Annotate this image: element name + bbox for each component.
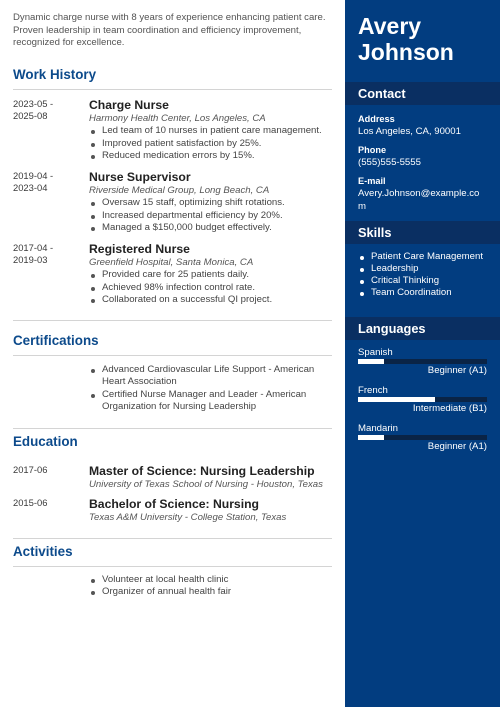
work-dates xyxy=(13,242,89,307)
language-proficiency-fill xyxy=(358,397,435,402)
work-details xyxy=(89,170,332,235)
education-details xyxy=(89,497,332,525)
language-proficiency-fill xyxy=(358,359,384,364)
activity-item: Volunteer at local health clinic xyxy=(89,574,332,587)
work-end-date: 2019-03 xyxy=(13,254,48,266)
education-entry xyxy=(13,464,332,492)
address-label: Address xyxy=(358,114,395,124)
languages-heading: Languages xyxy=(345,317,500,340)
employer: Harmony Health Center, Los Angeles, CA xyxy=(89,112,266,124)
work-end-date: 2025-08 xyxy=(13,110,48,122)
work-dates xyxy=(13,170,89,235)
school-name: University of Texas School of Nursing - Houston, Texas xyxy=(89,478,323,490)
skill-item: Patient Care Management xyxy=(358,251,487,263)
skill-item: Critical Thinking xyxy=(358,275,487,287)
candidate-first-name: Avery xyxy=(358,13,422,39)
contact-block xyxy=(345,113,500,213)
skills-heading: Skills xyxy=(345,221,500,244)
work-end-date: 2023-04 xyxy=(13,182,48,194)
job-title: Charge Nurse xyxy=(89,97,169,112)
language-item xyxy=(345,385,500,415)
language-item xyxy=(345,347,500,377)
education-entry xyxy=(13,497,332,525)
phone-value: (555)555-5555 xyxy=(358,157,421,168)
activity-item: Organizer of annual health fair xyxy=(89,586,332,599)
job-bullet: Increased departmental efficiency by 20%. xyxy=(89,210,332,223)
candidate-last-name: Johnson xyxy=(358,39,454,65)
education-date: 2015-06 xyxy=(13,497,48,509)
certification-item: Certified Nurse Manager and Leader - American Organization for Nursing Leadership xyxy=(89,389,332,414)
activities-list xyxy=(13,574,332,599)
language-level: Beginner (A1) xyxy=(427,365,487,376)
education-section xyxy=(13,434,332,525)
email-value: Avery.Johnson@example.com xyxy=(358,188,480,212)
job-bullet: Oversaw 15 staff, optimizing shift rotations. xyxy=(89,197,332,210)
job-bullet: Provided care for 25 patients daily. xyxy=(89,269,332,282)
certifications-heading: Certifications xyxy=(13,333,332,356)
language-proficiency-fill xyxy=(358,435,384,440)
work-history-heading: Work History xyxy=(13,67,332,90)
language-name: French xyxy=(358,385,388,396)
job-bullet: Managed a $150,000 budget effectively. xyxy=(89,222,332,235)
sidebar xyxy=(345,0,500,707)
employer: Riverside Medical Group, Long Beach, CA xyxy=(89,184,270,196)
language-proficiency-bar xyxy=(358,359,487,364)
job-bullet: Improved patient satisfaction by 25%. xyxy=(89,138,332,151)
job-bullet: Achieved 98% infection control rate. xyxy=(89,282,332,295)
work-entry xyxy=(13,242,332,307)
employer: Greenfield Hospital, Santa Monica, CA xyxy=(89,256,254,268)
skill-item: Leadership xyxy=(358,263,487,275)
job-bullet: Collaborated on a successful QI project. xyxy=(89,294,332,307)
language-item xyxy=(345,423,500,453)
language-level: Intermediate (B1) xyxy=(412,403,487,414)
work-start-date: 2019-04 - xyxy=(13,169,54,181)
job-bullets xyxy=(89,269,332,307)
language-proficiency-bar xyxy=(358,397,487,402)
education-heading: Education xyxy=(13,433,78,449)
language-name: Spanish xyxy=(358,347,393,358)
section-divider xyxy=(13,538,332,539)
education-details xyxy=(89,464,332,492)
school-name: Texas A&M University - College Station, Texas xyxy=(89,512,287,524)
email-label: E-mail xyxy=(358,176,386,186)
work-start-date: 2023-05 - xyxy=(13,97,54,109)
work-entry xyxy=(13,170,332,235)
job-bullet: Reduced medication errors by 15%. xyxy=(89,150,332,163)
skill-item: Team Coordination xyxy=(358,287,487,299)
work-history-section xyxy=(13,67,332,307)
activities-section xyxy=(13,544,332,599)
job-bullets xyxy=(89,197,332,235)
certifications-section xyxy=(13,333,332,414)
work-details xyxy=(89,98,332,163)
phone-label: Phone xyxy=(358,145,387,155)
address-value: Los Angeles, CA, 90001 xyxy=(358,126,461,137)
language-name: Mandarin xyxy=(358,423,398,434)
work-entry xyxy=(13,98,332,163)
job-title: Nurse Supervisor xyxy=(89,169,191,184)
education-date: 2017-06 xyxy=(13,463,48,475)
activities-heading: Activities xyxy=(13,544,332,567)
job-bullets xyxy=(89,125,332,163)
work-details xyxy=(89,242,332,307)
certifications-list xyxy=(13,364,332,414)
language-proficiency-bar xyxy=(358,435,487,440)
work-start-date: 2017-04 - xyxy=(13,241,54,253)
section-divider xyxy=(13,320,332,321)
language-level: Beginner (A1) xyxy=(427,441,487,452)
degree-title: Bachelor of Science: Nursing xyxy=(89,497,259,512)
languages-list xyxy=(345,347,500,453)
contact-heading: Contact xyxy=(345,82,500,105)
professional-summary: Dynamic charge nurse with 8 years of experience enhancing patient care. Proven leadership in team coordination and efficiency improvement, recognized for excellence. xyxy=(13,12,326,49)
job-bullet: Led team of 10 nurses in patient care management. xyxy=(89,125,332,138)
certification-item: Advanced Cardiovascular Life Support - American Heart Association xyxy=(89,364,332,389)
section-divider xyxy=(13,428,332,429)
job-title: Registered Nurse xyxy=(89,241,190,256)
work-dates xyxy=(13,98,89,163)
skills-list xyxy=(345,251,500,299)
degree-title: Master of Science: Nursing Leadership xyxy=(89,463,315,478)
